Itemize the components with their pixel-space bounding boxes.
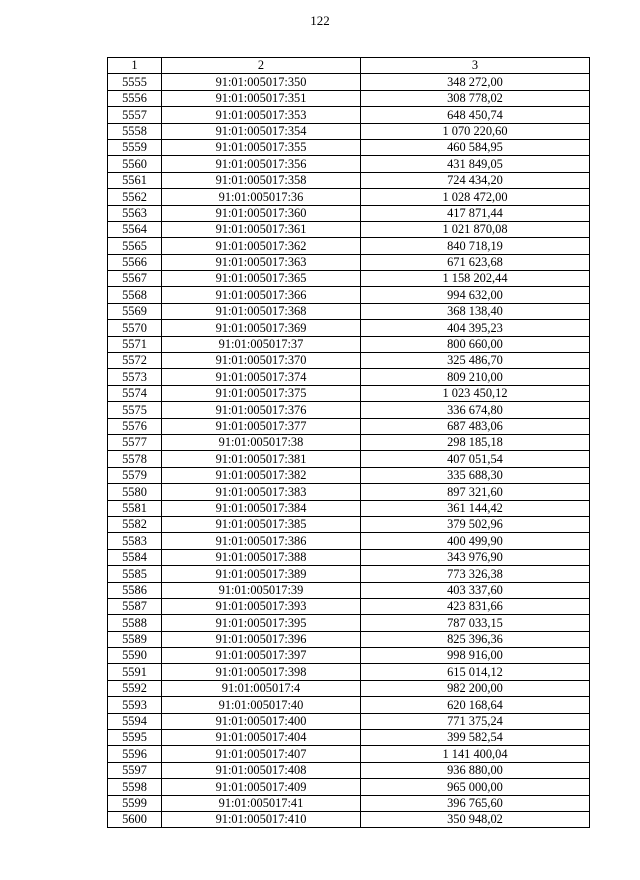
row-index-cell: 5563: [108, 205, 162, 221]
value-cell: 423 831,66: [361, 598, 590, 614]
value-cell: 773 326,38: [361, 566, 590, 582]
row-index-cell: 5596: [108, 746, 162, 762]
table-row: [108, 90, 590, 106]
row-index-cell: 5587: [108, 598, 162, 614]
row-index-cell: 5578: [108, 451, 162, 467]
row-index-cell: 5558: [108, 123, 162, 139]
row-index-cell: 5556: [108, 90, 162, 106]
page-number: 122: [310, 13, 330, 28]
table-row: [108, 320, 590, 336]
value-cell: 994 632,00: [361, 287, 590, 303]
cadastral-number-cell: 91:01:005017:375: [162, 385, 361, 401]
value-cell: 648 450,74: [361, 107, 590, 123]
value-cell: 809 210,00: [361, 369, 590, 385]
cadastral-number-cell: 91:01:005017:38: [162, 434, 361, 450]
value-cell: 403 337,60: [361, 582, 590, 598]
cadastral-number-cell: 91:01:005017:395: [162, 615, 361, 631]
row-index-cell: 5584: [108, 549, 162, 565]
value-cell: 298 185,18: [361, 434, 590, 450]
value-cell: 1 070 220,60: [361, 123, 590, 139]
row-index-cell: 5589: [108, 631, 162, 647]
value-cell: 400 499,90: [361, 533, 590, 549]
value-cell: 771 375,24: [361, 713, 590, 729]
value-cell: 1 028 472,00: [361, 189, 590, 205]
row-index-cell: 5583: [108, 533, 162, 549]
table-row: [108, 385, 590, 401]
value-cell: 840 718,19: [361, 238, 590, 254]
cadastral-number-cell: 91:01:005017:350: [162, 74, 361, 90]
table-row: [108, 516, 590, 532]
cadastral-number-cell: 91:01:005017:376: [162, 402, 361, 418]
cadastral-number-cell: 91:01:005017:362: [162, 238, 361, 254]
value-cell: 687 483,06: [361, 418, 590, 434]
table-row: [108, 664, 590, 680]
value-cell: 724 434,20: [361, 172, 590, 188]
value-cell: 620 168,64: [361, 697, 590, 713]
table-row: [108, 156, 590, 172]
cadastral-number-cell: 91:01:005017:369: [162, 320, 361, 336]
row-index-cell: 5579: [108, 467, 162, 483]
value-cell: 615 014,12: [361, 664, 590, 680]
table-row: [108, 746, 590, 762]
cadastral-value-table: [107, 57, 590, 828]
cadastral-number-cell: 91:01:005017:353: [162, 107, 361, 123]
table-row: [108, 353, 590, 369]
value-cell: 825 396,36: [361, 631, 590, 647]
row-index-cell: 5574: [108, 385, 162, 401]
value-cell: 1 023 450,12: [361, 385, 590, 401]
cadastral-number-cell: 91:01:005017:385: [162, 516, 361, 532]
value-cell: 800 660,00: [361, 336, 590, 352]
row-index-cell: 5586: [108, 582, 162, 598]
value-cell: 671 623,68: [361, 254, 590, 270]
table-row: [108, 467, 590, 483]
value-cell: 936 880,00: [361, 762, 590, 778]
cadastral-number-cell: 91:01:005017:383: [162, 484, 361, 500]
cadastral-number-cell: 91:01:005017:389: [162, 566, 361, 582]
row-index-cell: 5577: [108, 434, 162, 450]
row-index-cell: 5555: [108, 74, 162, 90]
table-row: [108, 582, 590, 598]
table-row: [108, 795, 590, 811]
table-row: [108, 730, 590, 746]
cadastral-number-cell: 91:01:005017:368: [162, 303, 361, 319]
row-index-cell: 5567: [108, 271, 162, 287]
value-cell: 1 021 870,08: [361, 221, 590, 237]
cadastral-number-cell: 91:01:005017:400: [162, 713, 361, 729]
table-row: [108, 402, 590, 418]
value-cell: 308 778,02: [361, 90, 590, 106]
cadastral-number-cell: 91:01:005017:356: [162, 156, 361, 172]
table-row: [108, 303, 590, 319]
table-row: [108, 762, 590, 778]
value-cell: 335 688,30: [361, 467, 590, 483]
table-row: [108, 484, 590, 500]
value-cell: 379 502,96: [361, 516, 590, 532]
cadastral-number-cell: 91:01:005017:408: [162, 762, 361, 778]
row-index-cell: 5598: [108, 779, 162, 795]
row-index-cell: 5559: [108, 139, 162, 155]
table-header-row: [108, 58, 590, 74]
value-cell: 336 674,80: [361, 402, 590, 418]
table-row: [108, 336, 590, 352]
table-row: [108, 697, 590, 713]
table-row: [108, 271, 590, 287]
value-cell: 343 976,90: [361, 549, 590, 565]
row-index-cell: 5576: [108, 418, 162, 434]
table-row: [108, 189, 590, 205]
row-index-cell: 5568: [108, 287, 162, 303]
row-index-cell: 5561: [108, 172, 162, 188]
cadastral-number-cell: 91:01:005017:361: [162, 221, 361, 237]
value-cell: 431 849,05: [361, 156, 590, 172]
row-index-cell: 5588: [108, 615, 162, 631]
table-row: [108, 434, 590, 450]
cadastral-number-cell: 91:01:005017:354: [162, 123, 361, 139]
table-row: [108, 254, 590, 270]
cadastral-number-cell: 91:01:005017:37: [162, 336, 361, 352]
row-index-cell: 5582: [108, 516, 162, 532]
row-index-cell: 5591: [108, 664, 162, 680]
table-row: [108, 779, 590, 795]
value-cell: 404 395,23: [361, 320, 590, 336]
table-row: [108, 451, 590, 467]
cadastral-number-cell: 91:01:005017:377: [162, 418, 361, 434]
value-cell: 460 584,95: [361, 139, 590, 155]
cadastral-number-cell: 91:01:005017:393: [162, 598, 361, 614]
table-row: [108, 221, 590, 237]
table-row: [108, 500, 590, 516]
cadastral-number-cell: 91:01:005017:370: [162, 353, 361, 369]
cadastral-number-cell: 91:01:005017:404: [162, 730, 361, 746]
cadastral-number-cell: 91:01:005017:407: [162, 746, 361, 762]
table-row: [108, 615, 590, 631]
cadastral-number-cell: 91:01:005017:40: [162, 697, 361, 713]
table-row: [108, 369, 590, 385]
table-row: [108, 533, 590, 549]
cadastral-number-cell: 91:01:005017:39: [162, 582, 361, 598]
table-row: [108, 172, 590, 188]
cadastral-number-cell: 91:01:005017:386: [162, 533, 361, 549]
value-cell: 897 321,60: [361, 484, 590, 500]
cadastral-number-cell: 91:01:005017:4: [162, 680, 361, 696]
table-row: [108, 74, 590, 90]
table-row: [108, 549, 590, 565]
row-index-cell: 5590: [108, 648, 162, 664]
cadastral-number-cell: 91:01:005017:398: [162, 664, 361, 680]
row-index-cell: 5600: [108, 811, 162, 827]
cadastral-number-cell: 91:01:005017:409: [162, 779, 361, 795]
row-index-cell: 5585: [108, 566, 162, 582]
row-index-cell: 5571: [108, 336, 162, 352]
row-index-cell: 5560: [108, 156, 162, 172]
cadastral-number-cell: 91:01:005017:351: [162, 90, 361, 106]
cadastral-number-cell: 91:01:005017:381: [162, 451, 361, 467]
value-cell: 396 765,60: [361, 795, 590, 811]
value-cell: 348 272,00: [361, 74, 590, 90]
cadastral-number-cell: 91:01:005017:365: [162, 271, 361, 287]
table-row: [108, 205, 590, 221]
table-row: [108, 566, 590, 582]
cadastral-number-cell: 91:01:005017:36: [162, 189, 361, 205]
table-row: [108, 811, 590, 827]
row-index-cell: 5575: [108, 402, 162, 418]
value-cell: 368 138,40: [361, 303, 590, 319]
value-cell: 965 000,00: [361, 779, 590, 795]
cadastral-number-cell: 91:01:005017:363: [162, 254, 361, 270]
value-cell: 982 200,00: [361, 680, 590, 696]
column-header-cadastral-number: 2: [162, 58, 361, 74]
cadastral-number-cell: 91:01:005017:384: [162, 500, 361, 516]
row-index-cell: 5597: [108, 762, 162, 778]
row-index-cell: 5594: [108, 713, 162, 729]
table-row: [108, 287, 590, 303]
cadastral-number-cell: 91:01:005017:397: [162, 648, 361, 664]
value-cell: 1 141 400,04: [361, 746, 590, 762]
row-index-cell: 5564: [108, 221, 162, 237]
table-row: [108, 139, 590, 155]
value-cell: 399 582,54: [361, 730, 590, 746]
value-cell: 998 916,00: [361, 648, 590, 664]
value-cell: 787 033,15: [361, 615, 590, 631]
table-row: [108, 648, 590, 664]
row-index-cell: 5593: [108, 697, 162, 713]
row-index-cell: 5599: [108, 795, 162, 811]
value-cell: 350 948,02: [361, 811, 590, 827]
cadastral-number-cell: 91:01:005017:410: [162, 811, 361, 827]
row-index-cell: 5569: [108, 303, 162, 319]
cadastral-number-cell: 91:01:005017:396: [162, 631, 361, 647]
value-cell: 417 871,44: [361, 205, 590, 221]
value-cell: 325 486,70: [361, 353, 590, 369]
cadastral-number-cell: 91:01:005017:366: [162, 287, 361, 303]
row-index-cell: 5572: [108, 353, 162, 369]
table-row: [108, 238, 590, 254]
cadastral-number-cell: 91:01:005017:358: [162, 172, 361, 188]
table-row: [108, 418, 590, 434]
table-row: [108, 107, 590, 123]
row-index-cell: 5570: [108, 320, 162, 336]
row-index-cell: 5557: [108, 107, 162, 123]
row-index-cell: 5595: [108, 730, 162, 746]
table-row: [108, 631, 590, 647]
table-row: [108, 713, 590, 729]
row-index-cell: 5562: [108, 189, 162, 205]
table-row: [108, 680, 590, 696]
row-index-cell: 5573: [108, 369, 162, 385]
cadastral-number-cell: 91:01:005017:374: [162, 369, 361, 385]
table-row: [108, 598, 590, 614]
cadastral-number-cell: 91:01:005017:382: [162, 467, 361, 483]
table-body: [108, 74, 590, 828]
cadastral-number-cell: 91:01:005017:355: [162, 139, 361, 155]
cadastral-number-cell: 91:01:005017:360: [162, 205, 361, 221]
column-header-value: 3: [361, 58, 590, 74]
row-index-cell: 5580: [108, 484, 162, 500]
cadastral-number-cell: 91:01:005017:388: [162, 549, 361, 565]
row-index-cell: 5566: [108, 254, 162, 270]
cadastral-number-cell: 91:01:005017:41: [162, 795, 361, 811]
row-index-cell: 5592: [108, 680, 162, 696]
row-index-cell: 5565: [108, 238, 162, 254]
value-cell: 407 051,54: [361, 451, 590, 467]
column-header-index: 1: [108, 58, 162, 74]
value-cell: 1 158 202,44: [361, 271, 590, 287]
row-index-cell: 5581: [108, 500, 162, 516]
table-row: [108, 123, 590, 139]
value-cell: 361 144,42: [361, 500, 590, 516]
